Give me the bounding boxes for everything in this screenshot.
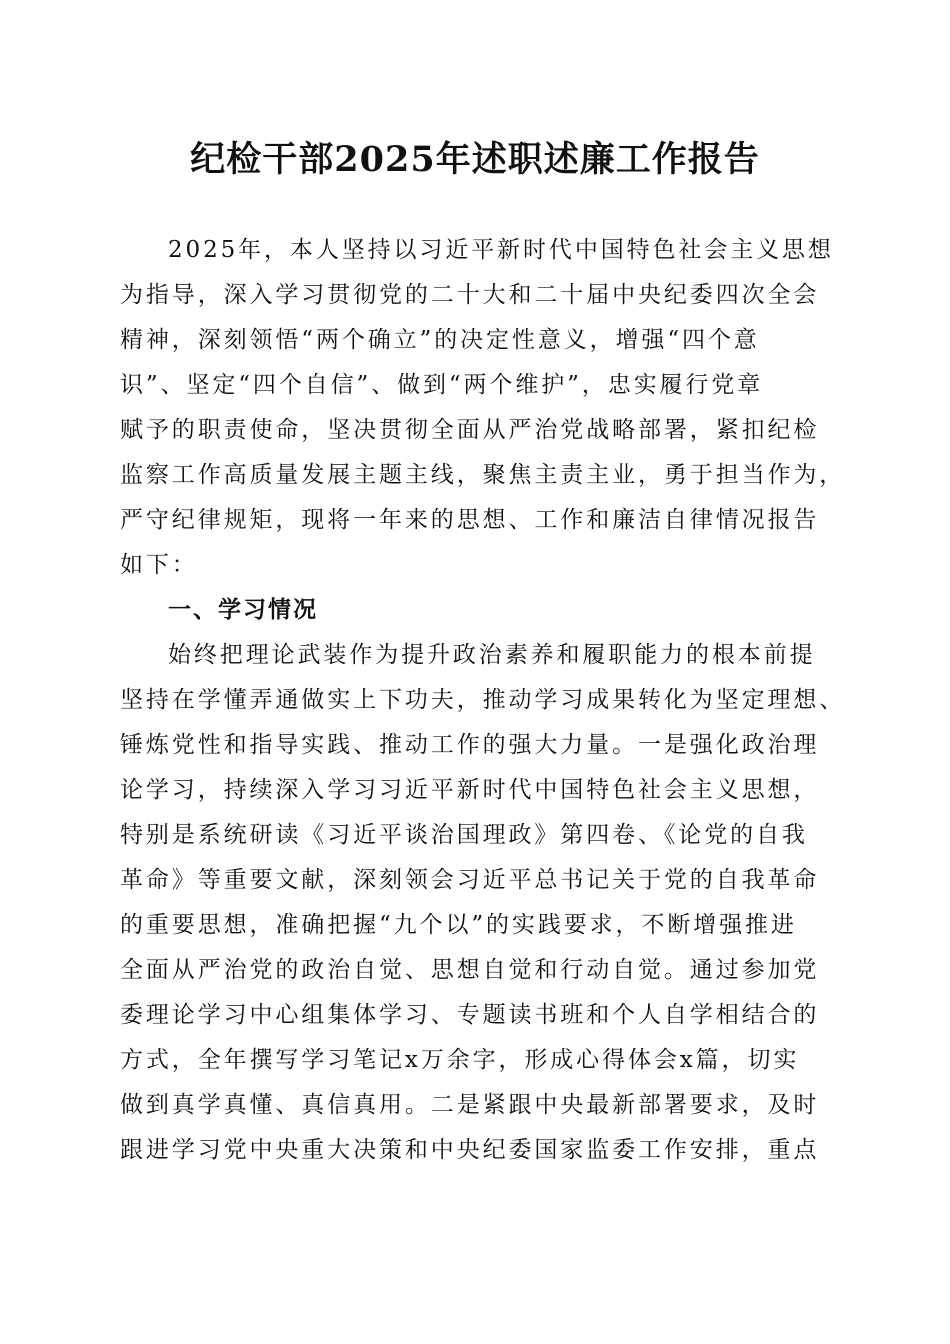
text-line: 革命》等重要文献，深刻领会习近平总书记关于党的自我革命 xyxy=(120,867,820,893)
text-line: 坚持在学懂弄通做实上下功夫，推动学习成果转化为坚定理想、 xyxy=(120,687,846,713)
text-line: 赋予的职责使命，坚决贯彻全面从严治党战略部署，紧扣纪检 xyxy=(120,417,820,443)
text-line: 做到真学真懂、真信真用。二是紧跟中央最新部署要求，及时 xyxy=(120,1092,820,1118)
section-heading-study: 一、学习情况 xyxy=(168,597,318,623)
text-line: 如下： xyxy=(120,552,198,578)
text-line: 的重要思想，准确把握“九个以”的实践要求，不断增强推进 xyxy=(120,912,797,938)
study-paragraph xyxy=(120,633,846,1173)
text-line: 委理论学习中心组集体学习、专题读书班和个人自学相结合的 xyxy=(120,1002,820,1028)
text-line: 全面从严治党的政治自觉、思想自觉和行动自觉。通过参加党 xyxy=(120,957,820,983)
intro-paragraph xyxy=(120,228,846,588)
text-line: 方式，全年撰写学习笔记x万余字，形成心得体会x篇，切实 xyxy=(120,1047,800,1073)
text-line: 识”、坚定“四个自信”、做到“两个维护”，忠实履行党章 xyxy=(120,372,764,398)
text-line: 特别是系统研读《习近平谈治国理政》第四卷、《论党的自我 xyxy=(120,822,808,848)
text-line: 严守纪律规矩，现将一年来的思想、工作和廉洁自律情况报告 xyxy=(120,507,820,533)
text-line: 论学习，持续深入学习习近平新时代中国特色社会主义思想， xyxy=(120,777,820,803)
text-line: 始终把理论武装作为提升政治素养和履职能力的根本前提 xyxy=(168,642,816,668)
document-title: 纪检干部2025年述职述廉工作报告 xyxy=(190,139,760,180)
text-line: 锤炼党性和指导实践、推动工作的强大力量。一是强化政治理 xyxy=(120,732,820,758)
text-line: 2025年，本人坚持以习近平新时代中国特色社会主义思想 xyxy=(168,237,834,263)
text-line: 为指导，深入学习贯彻党的二十大和二十届中央纪委四次全会 xyxy=(120,282,820,308)
text-line: 精神，深刻领悟“两个确立”的决定性意义，增强“四个意 xyxy=(120,327,760,353)
text-line: 监察工作高质量发展主题主线，聚焦主责主业，勇于担当作为， xyxy=(120,462,846,488)
text-line: 跟进学习党中央重大决策和中央纪委国家监委工作安排，重点 xyxy=(120,1137,820,1163)
